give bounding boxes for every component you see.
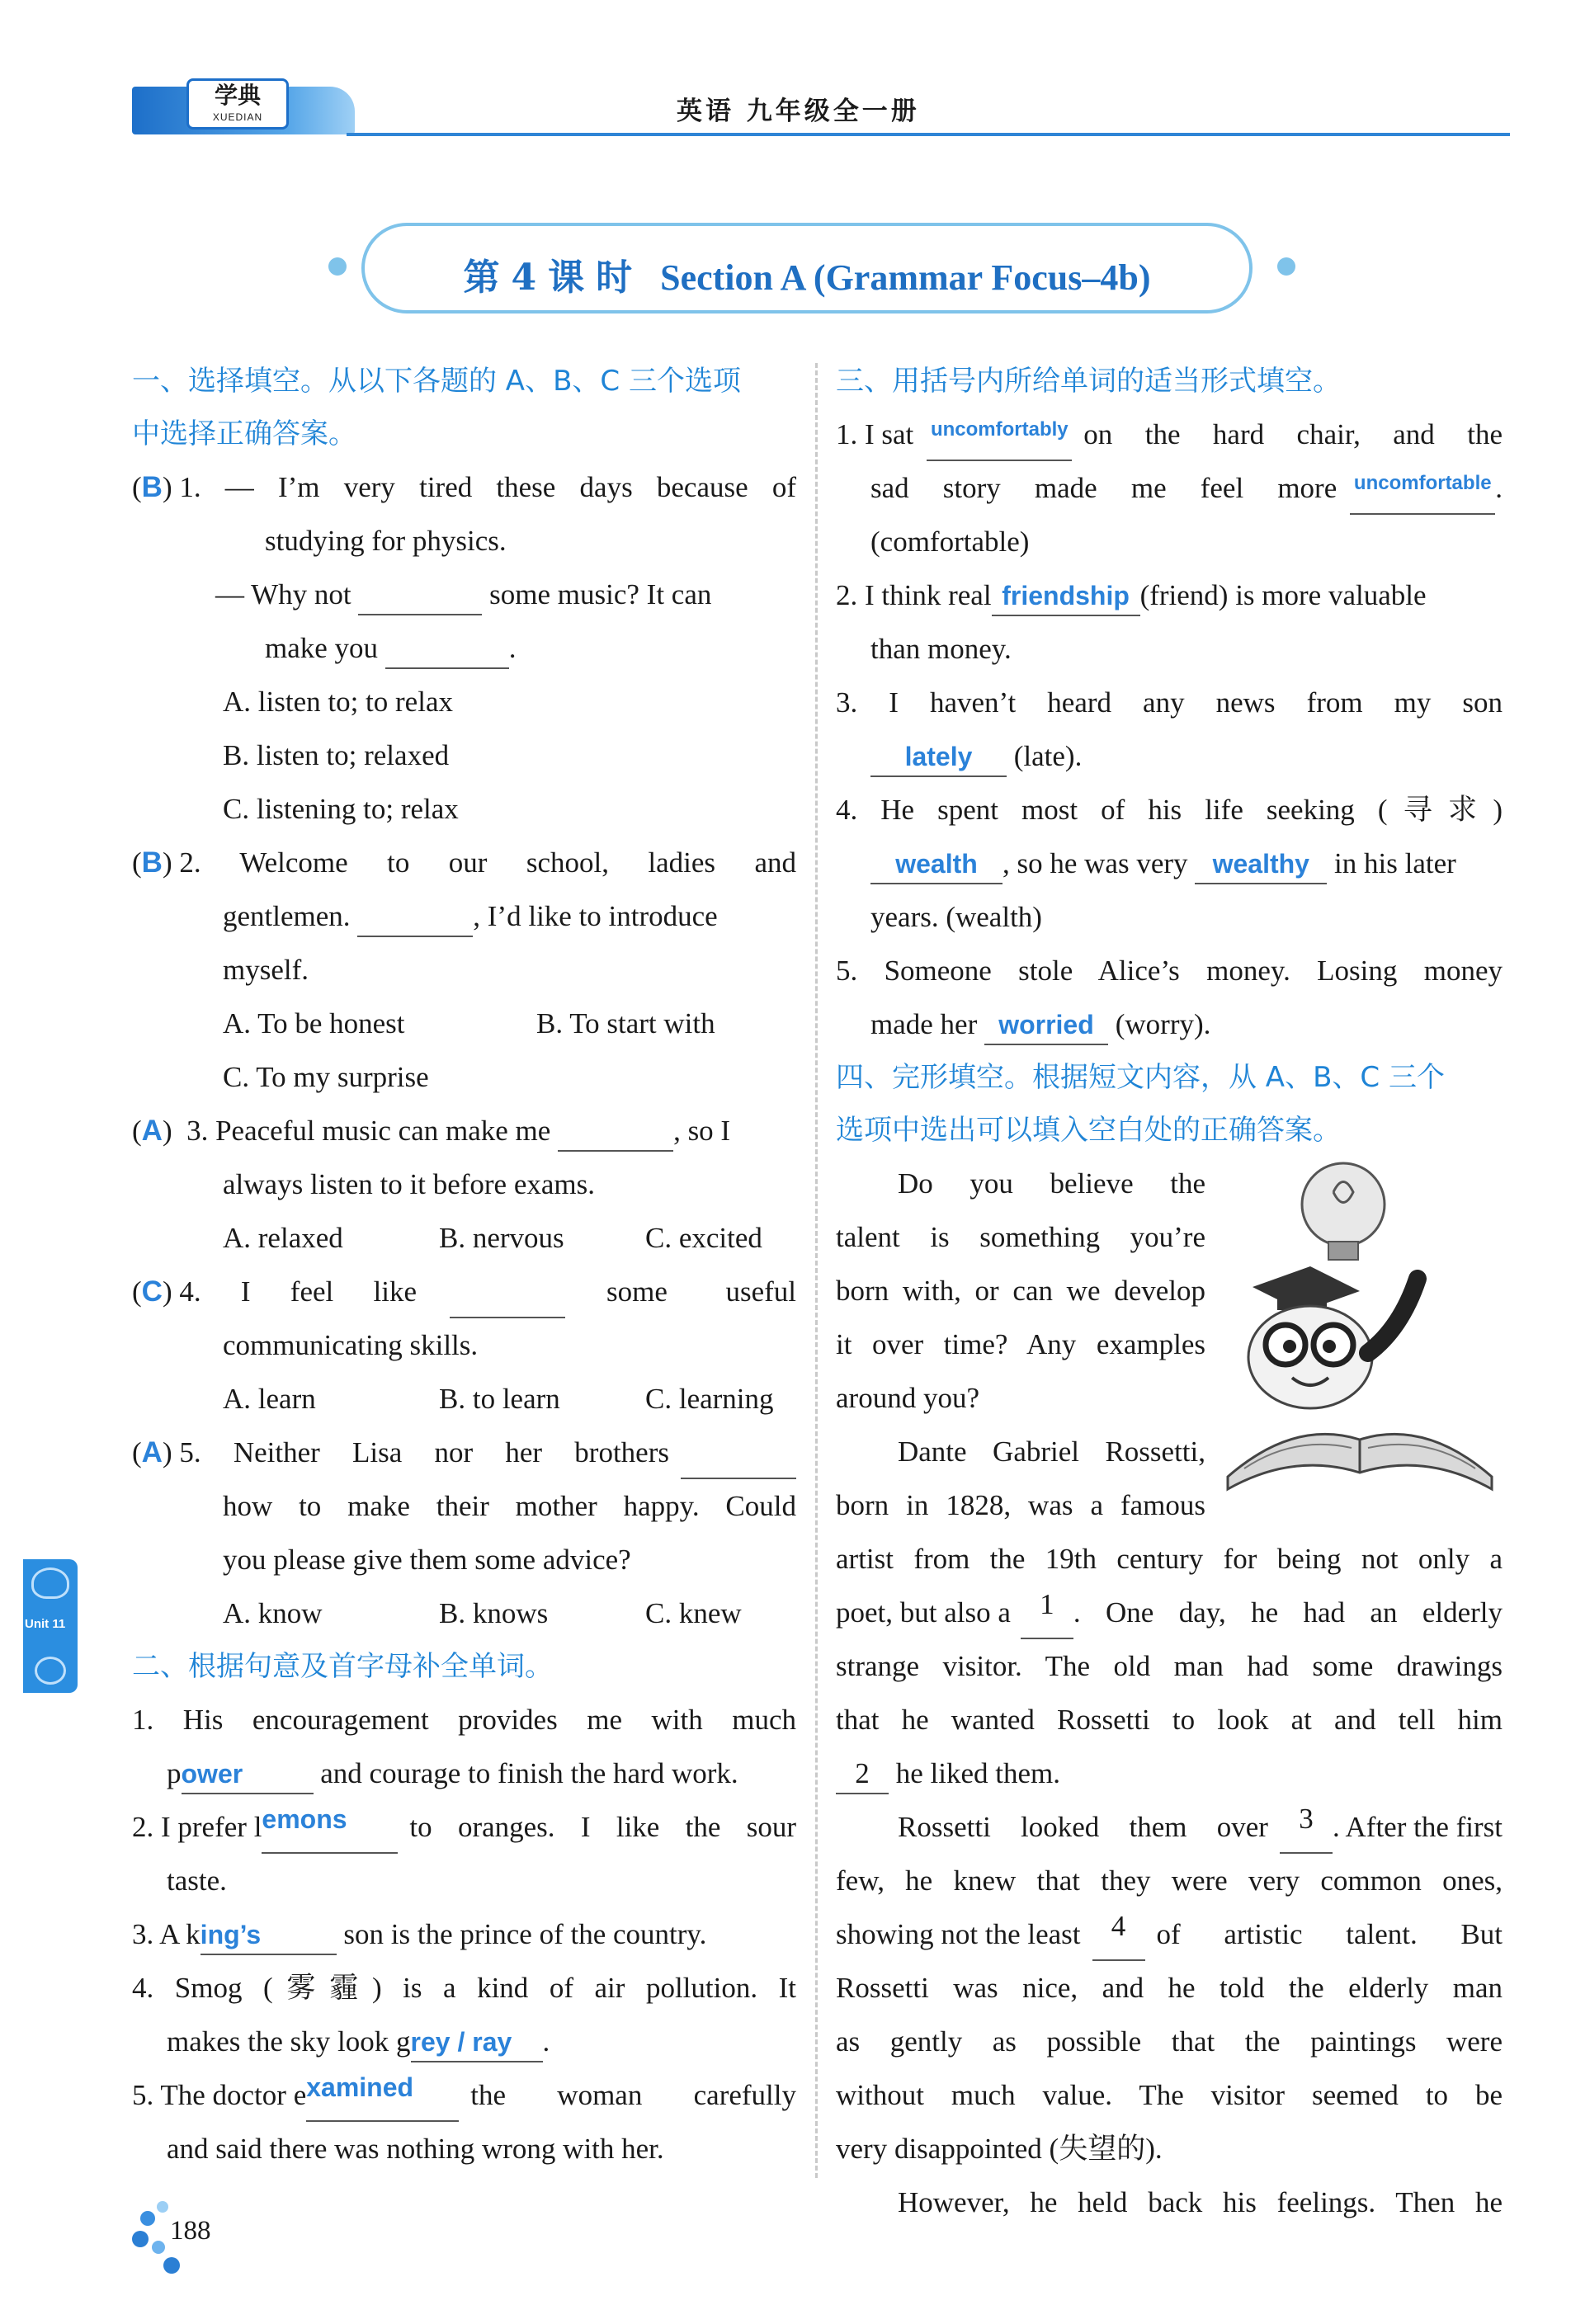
answer-blank[interactable]: uncomfortable (1350, 461, 1495, 515)
option: B. nervous (439, 1222, 564, 1254)
answer-blank[interactable] (681, 1426, 796, 1479)
swirl-icon (35, 1657, 66, 1685)
scholar-cartoon-illustration (1220, 1155, 1500, 1501)
sec3-question-1: 1. I sat uncomfortably on the hard chair, and the sad story made me feel more uncomfortable . (comfortable) (836, 408, 1503, 568)
sec1-question-4: (C) 4. I feel like some useful communicating skills. A. learn B. to learn C. learning (132, 1265, 796, 1426)
bubble (163, 2257, 180, 2274)
answer-blank[interactable]: xamined (306, 2068, 459, 2122)
lesson-title: 第4课时 Section A (Grammar Focus–4b) (463, 257, 1151, 299)
section-2-title: 二、根据句意及首字母补全单词。 (132, 1650, 553, 1683)
passage-paragraph-1: Do you believe the talent is something you’re born with, or can we develop it over time? Any examples around you? Dante Gabriel Rossetti, born in 1828, was a famous (836, 1167, 1205, 1521)
option: B. To start with (536, 1007, 715, 1039)
left-column (132, 355, 796, 2176)
cloze-blank-3[interactable]: 3 (1280, 1800, 1333, 1854)
answer-blank[interactable] (558, 1112, 673, 1152)
cloze-blank-4[interactable]: 4 (1092, 1907, 1145, 1961)
sec3-question-5: 5. Someone stole Alice’s money. Losing money made her worried (worry). (836, 944, 1503, 1051)
sec3-question-4: 4. He spent most of his life seeking (寻求) wealth , so he was very wealthy in his later years. (wealth) (836, 794, 1503, 933)
answer-blank[interactable]: uncomfortably (927, 408, 1072, 461)
option: C. learning (645, 1383, 774, 1415)
option: B. to learn (439, 1383, 560, 1415)
cloze-blank-1[interactable]: 1 (1021, 1586, 1073, 1639)
answer: A (141, 1436, 163, 1468)
answer-blank[interactable]: lately (870, 738, 1007, 777)
option: C. listening to; relax (223, 793, 459, 825)
sec2-question-1: 1. His encouragement provides me with much power and courage to finish the hard work. (132, 1693, 796, 1800)
sec1-question-2: (B) 2. Welcome to our school, ladies and gentlemen. , I’d like to introduce myself. A. To be honest B. To start with C. To my surprise (132, 836, 796, 1104)
section-1-title: 一、选择填空。从以下各题的 A、B、C 三个选项 中选择正确答案。 (132, 365, 741, 450)
header-rule (347, 133, 1510, 136)
answer-blank[interactable]: worried (984, 1006, 1108, 1045)
bubble (140, 2211, 155, 2226)
answer-blank[interactable]: rey / ray (411, 2023, 543, 2062)
sec2-question-5: 5. The doctor e xamined the woman carefully and said there was nothing wrong with her. (132, 2068, 796, 2176)
sec2-question-4: 4. Smog (雾霾) is a kind of air pollution. It makes the sky look grey / ray . (132, 1961, 796, 2068)
answer-blank[interactable] (358, 576, 482, 615)
lightbulb-icon (1302, 1163, 1385, 1260)
bubble (157, 2201, 168, 2213)
option: C. knew (645, 1597, 742, 1629)
sec1-question-3: (A) 3. Peaceful music can make me , so I always listen to it before exams. A. relaxed B. nervous C. excited (132, 1104, 796, 1265)
option: B. listen to; relaxed (223, 739, 450, 771)
section-3-title: 三、用括号内所给单词的适当形式填空。 (836, 365, 1341, 398)
page-number: 188 (170, 2216, 211, 2246)
answer: B (141, 846, 163, 879)
cloze-blank-2[interactable]: 2 (836, 1755, 889, 1794)
option: A. listen to; to relax (223, 686, 453, 718)
lesson-banner (328, 223, 1302, 313)
answer-blank[interactable]: friendship (992, 577, 1140, 616)
answer: A (141, 1115, 163, 1147)
sec1-question-5: (A) 5. Neither Lisa nor her brothers how to make their mother happy. Could you please give them some advice? A. know B. knows C. knew (132, 1426, 796, 1640)
raised-arm (1368, 1279, 1418, 1353)
option: A. To be honest (223, 1007, 405, 1039)
cloze-passage: Do you believe the talent is something you’re born with, or can we develop it over time? Any examples around you? Dante Gabriel Rossetti, born in 1828, was a famous artist from the 19th century for being not only a poet, but also a 1 . One day, he had an elderly strange visitor. The old man had some drawings that he wanted Rossetti to look at and tell him 2 he liked them. Rossetti looked them over 3 . After the first few, he knew that they were very common ones, showing not the least 4 of artistic talent. But Rossetti was nice, and he told the elderly man as gently as possible that the paintings were without much value. The visitor seemed to be very disappointed (失望的). However, he held back his feelings. Then he (836, 1157, 1503, 2229)
banner-dot-icon (1277, 257, 1295, 276)
option: C. To my surprise (223, 1061, 429, 1093)
answer-blank[interactable]: ower (182, 1755, 314, 1794)
answer: B (141, 471, 163, 503)
option: A. relaxed (223, 1222, 343, 1254)
answer-blank[interactable]: wealth (870, 845, 1003, 884)
sec2-question-3: 3. A king’s son is the prince of the country. (132, 1907, 796, 1961)
sec3-question-2: 2. I think real friendship (friend) is more valuable than money. (836, 568, 1503, 676)
answer-blank[interactable]: ing’s (201, 1916, 337, 1955)
open-book-icon (1228, 1434, 1492, 1489)
answer-blank[interactable]: emons (262, 1800, 398, 1854)
bubble (152, 2241, 165, 2254)
bubble (132, 2231, 149, 2247)
option: A. know (223, 1597, 323, 1629)
option: C. excited (645, 1222, 762, 1254)
answer: C (141, 1275, 163, 1308)
book-title: 英语 九年级全一册 (677, 97, 920, 126)
sec1-question-1: (B) 1. — I’m very tired these days because of studying for physics. — Why not some music? It can make you . A. listen to; to relax B. listen to; relaxed C. listening to; relax (132, 460, 796, 836)
sec3-question-3: 3. I haven’t heard any news from my son lately (late). (836, 676, 1503, 783)
page-header (132, 78, 1510, 136)
unit-side-tab[interactable]: Unit 11 (23, 1559, 78, 1693)
answer-blank[interactable]: wealthy (1195, 845, 1327, 884)
option: B. knows (439, 1597, 549, 1629)
banner-dot-icon (328, 257, 347, 276)
sec2-question-2: 2. I prefer l emons to oranges. I like the sour taste. (132, 1800, 796, 1907)
column-divider (815, 363, 818, 2178)
answer-blank[interactable] (450, 1265, 565, 1318)
brand-logo: 学典 XUEDIAN (186, 78, 289, 130)
option: A. learn (223, 1383, 316, 1415)
answer-blank[interactable] (357, 898, 473, 937)
character-face (1248, 1306, 1372, 1408)
wing-icon (31, 1567, 69, 1599)
answer-blank[interactable] (385, 629, 509, 669)
section-4-title: 四、完形填空。根据短文内容，从 A、B、C 三个 选项中选出可以填入空白处的正确答案。 (836, 1061, 1445, 1147)
